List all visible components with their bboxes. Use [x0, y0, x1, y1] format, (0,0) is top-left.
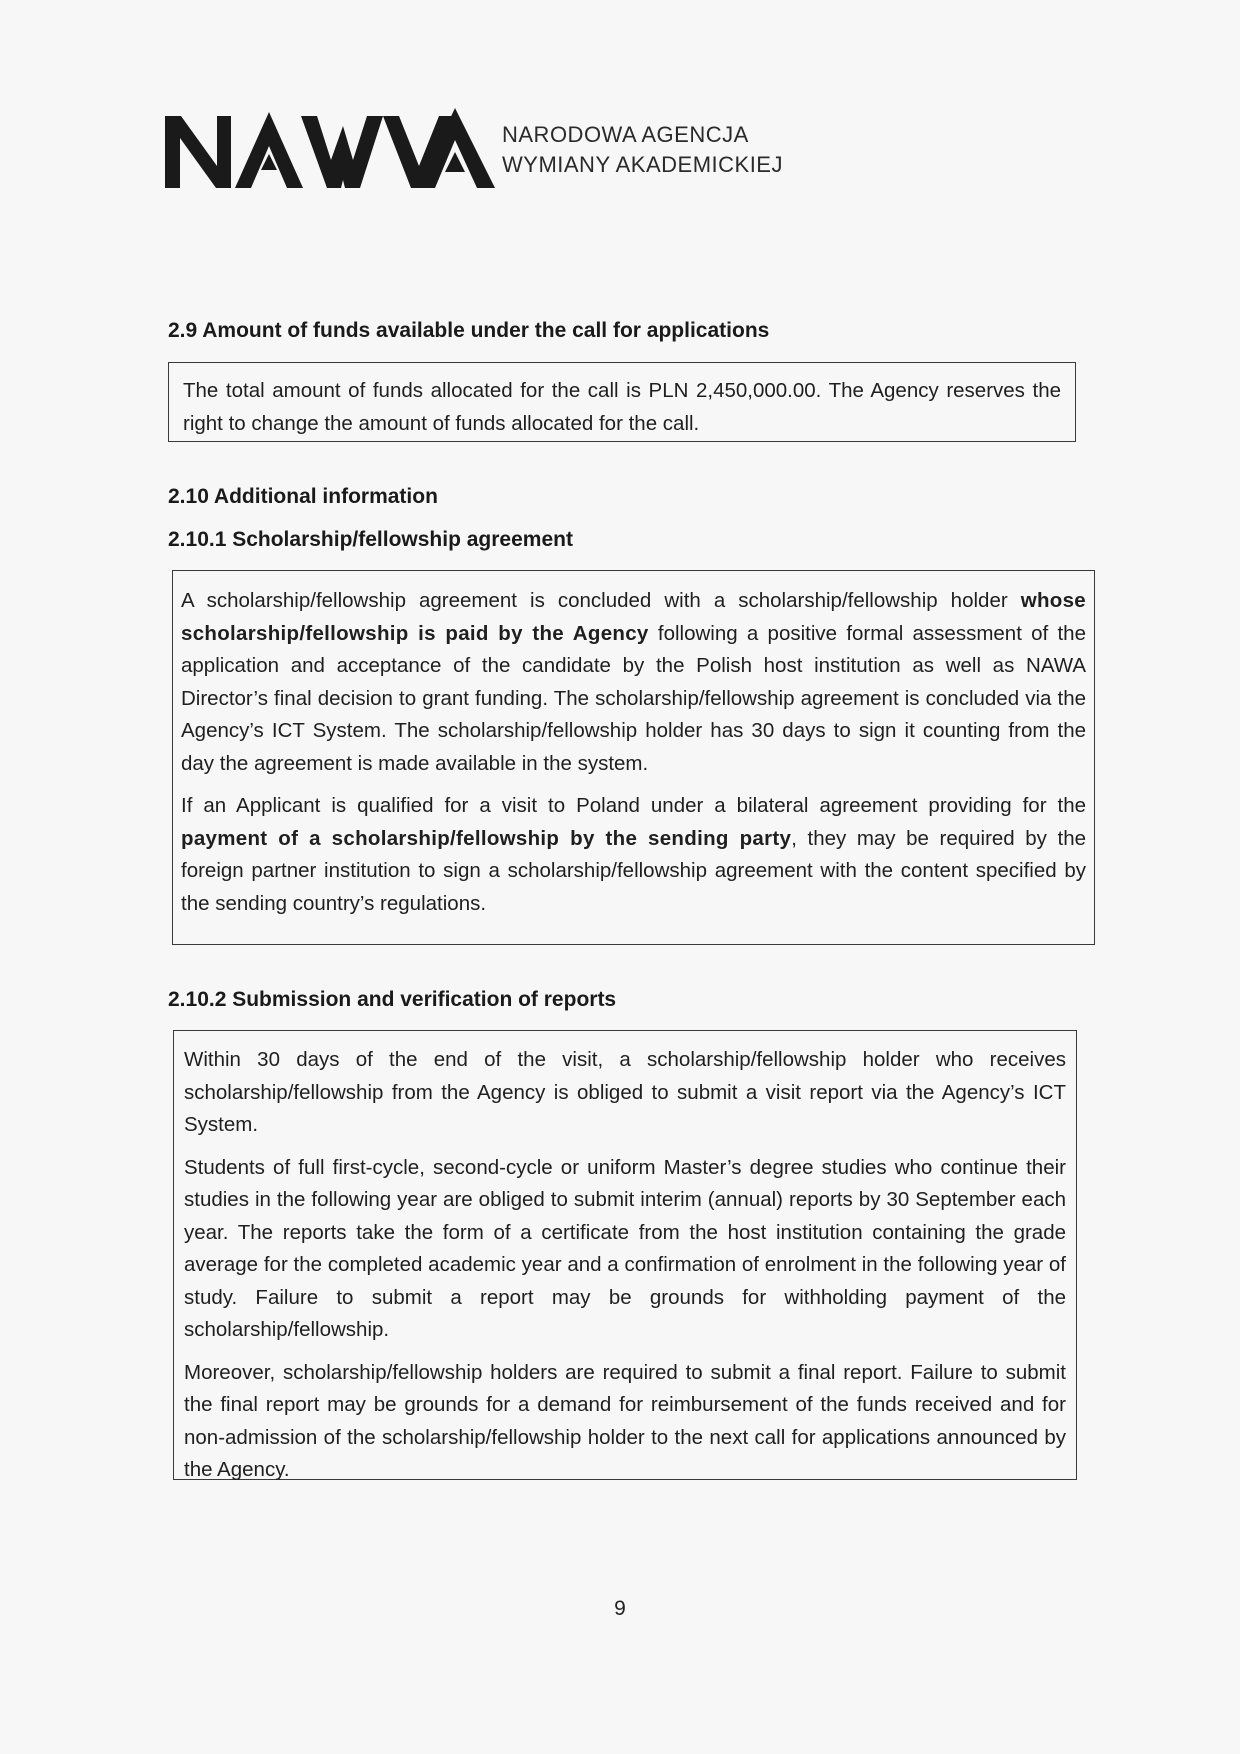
- funds-text: The total amount of funds allocated for the call is PLN 2,450,000.00. The Agency reserves the right to change the amount of funds allocated for the call.: [183, 379, 1061, 435]
- agency-name-line2: WYMIANY AKADEMICKIEJ: [502, 152, 783, 177]
- agreement-p1-text-a: A scholarship/fellowship agreement is concluded with a scholarship/fellowship holder: [181, 589, 1021, 612]
- nawa-logo-icon: [165, 108, 495, 190]
- reports-paragraph-1: Within 30 days of the end of the visit, a scholarship/fellowship holder who receives scholarship/fellowship from the Agency is obliged to submit a visit report via the Agency’s ICT System.: [184, 1048, 1066, 1136]
- agreement-p2-bold: payment of a scholarship/fellowship by the sending party: [181, 826, 792, 850]
- agency-name-line1: NARODOWA AGENCJA: [502, 122, 749, 147]
- agreement-p2-text-a: If an Applicant is qualified for a visit to Poland under a bilateral agreement providing for the: [181, 794, 1086, 817]
- agreement-paragraph-1: [181, 585, 1086, 780]
- reports-box: [173, 1030, 1077, 1480]
- section-heading-2-10: 2.10 Additional information: [168, 485, 438, 508]
- reports-paragraph-2: Students of full first-cycle, second-cycle or uniform Master’s degree studies who continue their studies in the following year are obliged to submit interim (annual) reports by 30 September each year. The reports take the form of a certificate from the host institution containing the grade average for the completed academic year and a confirmation of enrolment in the following year of study. Failure to submit a report may be grounds for withholding payment of the scholarship/fellowship.: [184, 1155, 1066, 1341]
- page-number: 9: [614, 1597, 626, 1620]
- agency-name: [502, 120, 783, 180]
- agreement-p1-bold: whose scholarship/fellowship is paid by the Agency: [181, 589, 1086, 645]
- section-heading-2-9: 2.9 Amount of funds available under the call for applications: [168, 319, 770, 342]
- section-heading-2-10-2: 2.10.2 Submission and verification of reports: [168, 988, 617, 1011]
- section-heading-2-10-1: 2.10.1 Scholarship/fellowship agreement: [168, 528, 573, 551]
- agreement-paragraph-2: [181, 790, 1086, 920]
- agreement-box: [172, 570, 1095, 945]
- agreement-p2-text-b: , they may be required by the foreign partner institution to sign a scholarship/fellowship agreement with the content specified by the sending country’s regulations.: [181, 826, 1086, 915]
- nawa-logo: [165, 108, 495, 190]
- funds-box: [168, 362, 1076, 442]
- reports-paragraph-3: Moreover, scholarship/fellowship holders are required to submit a final report. Failure to submit the final report may be grounds for a demand for reimbursement of the funds received and for non-admission of the scholarship/fellowship holder to the next call for applications announced by the Agency.: [184, 1360, 1066, 1481]
- agreement-p1-text-b: following a positive formal assessment of the application and acceptance of the candidate by the Polish host institution as well as NAWA Director’s final decision to grant funding. The scholarship/fellowship agreement is concluded via the Agency’s ICT System. The scholarship/fellowship holder has 30 days to sign it counting from the day the agreement is made available in the system.: [181, 621, 1086, 775]
